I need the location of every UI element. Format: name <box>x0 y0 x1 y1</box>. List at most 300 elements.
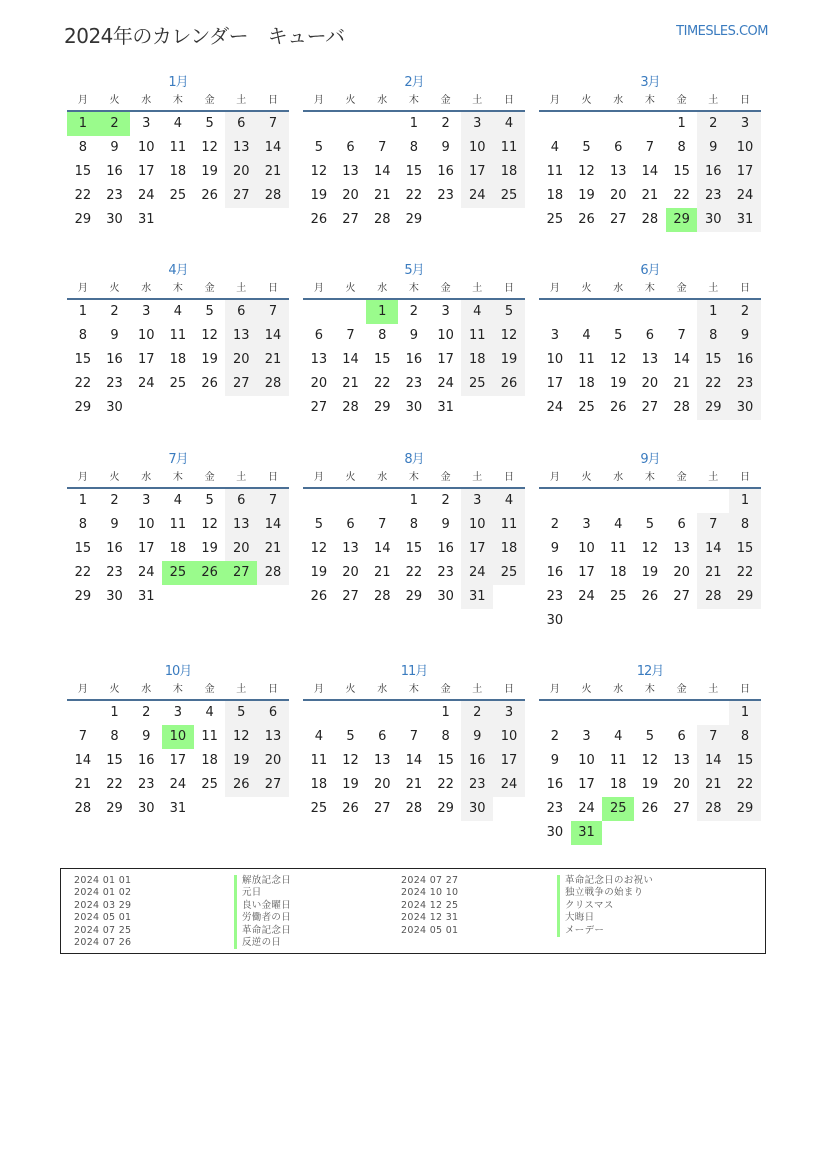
day-cell: 21 <box>697 773 729 797</box>
weekday-label: 水 <box>613 283 624 294</box>
day-cell: 23 <box>106 376 123 391</box>
weekday-label: 水 <box>377 472 388 483</box>
day-cell: 24 <box>546 400 564 415</box>
weekday-header <box>303 469 525 489</box>
day-cell: 8 <box>78 140 87 155</box>
holiday-date: 2024 12 31 <box>401 912 459 924</box>
day-cell: 5 <box>493 300 525 324</box>
day-cell: 11 <box>609 753 627 768</box>
day-cell: 20 <box>310 376 328 391</box>
empty-cell <box>303 489 335 513</box>
empty-cell <box>335 701 367 725</box>
day-cell: 2 <box>441 116 450 131</box>
day-cell: 11 <box>310 753 328 768</box>
day-cell: 4 <box>614 517 623 532</box>
weekday-label: 月 <box>313 472 324 483</box>
month-11 <box>303 663 525 821</box>
day-cell: 20 <box>342 188 359 203</box>
month-title: 11月 <box>400 664 428 679</box>
month-title: 10月 <box>164 664 192 679</box>
day-cell: 17 <box>493 749 525 773</box>
empty-cell <box>303 300 335 324</box>
day-cell-holiday: 2 <box>99 112 131 136</box>
weekday-label: 金 <box>440 95 451 106</box>
weekday-label: 土 <box>708 472 719 483</box>
day-cell: 30 <box>106 400 123 415</box>
day-cell: 9 <box>409 328 419 343</box>
day-cell: 17 <box>578 777 595 792</box>
weekday-label: 水 <box>377 283 388 294</box>
weekday-header <box>539 469 761 489</box>
empty-cell <box>335 300 367 324</box>
day-cell: 15 <box>729 749 761 773</box>
weekday-label: 土 <box>708 283 719 294</box>
weekday-label: 木 <box>172 95 183 106</box>
day-cell: 27 <box>641 400 659 415</box>
day-cell: 21 <box>373 565 391 580</box>
month-2 <box>303 74 525 232</box>
day-cell: 16 <box>437 164 454 179</box>
day-cell: 4 <box>582 328 591 343</box>
day-cell: 4 <box>173 304 183 319</box>
day-cell: 12 <box>201 140 218 155</box>
day-cell: 10 <box>546 352 564 367</box>
day-cell: 2 <box>729 300 761 324</box>
day-cell: 22 <box>697 372 729 396</box>
day-cell: 28 <box>257 561 289 585</box>
day-cell: 22 <box>106 777 123 792</box>
day-cell: 4 <box>173 493 183 508</box>
empty-cell <box>67 701 99 725</box>
day-cell: 2 <box>461 701 493 725</box>
empty-cell <box>335 112 367 136</box>
weekday-label: 月 <box>313 283 324 294</box>
weekday-label: 木 <box>644 472 655 483</box>
day-cell: 23 <box>137 777 155 792</box>
day-cell: 23 <box>697 184 729 208</box>
day-cell: 26 <box>578 212 595 227</box>
holiday-name: 大晦日 <box>557 912 653 924</box>
day-cell: 4 <box>614 729 623 744</box>
weekday-label: 水 <box>141 472 152 483</box>
weekday-label: 日 <box>267 472 278 483</box>
day-cell: 20 <box>641 376 659 391</box>
day-cell: 24 <box>137 565 155 580</box>
day-cell: 27 <box>225 184 257 208</box>
day-cell: 30 <box>106 212 123 227</box>
empty-cell <box>571 489 603 513</box>
holiday-date: 2024 12 25 <box>401 899 459 911</box>
day-cell: 22 <box>405 188 423 203</box>
weekday-label: 水 <box>141 95 152 106</box>
empty-cell <box>303 701 335 725</box>
day-cell: 25 <box>169 188 187 203</box>
day-cell: 20 <box>373 777 391 792</box>
weekday-label: 月 <box>549 283 560 294</box>
day-cell: 14 <box>373 164 391 179</box>
day-cell: 27 <box>310 400 328 415</box>
day-cell: 12 <box>310 541 328 556</box>
weekday-header <box>67 280 289 300</box>
day-cell: 9 <box>729 324 761 348</box>
day-cell: 29 <box>697 396 729 420</box>
day-cell: 25 <box>493 561 525 585</box>
day-cell: 8 <box>729 725 761 749</box>
day-cell-holiday: 25 <box>162 561 194 585</box>
day-cell-holiday: 1 <box>366 300 398 324</box>
day-cell: 17 <box>578 565 595 580</box>
day-cell: 14 <box>697 749 729 773</box>
empty-cell <box>634 701 666 725</box>
weekday-label: 金 <box>440 684 451 695</box>
weekday-label: 月 <box>313 95 324 106</box>
day-cell: 2 <box>441 493 450 508</box>
day-cell: 5 <box>582 140 591 155</box>
weekday-label: 火 <box>109 95 120 106</box>
day-cell: 1 <box>697 300 729 324</box>
holiday-date: 2024 01 02 <box>74 887 132 899</box>
day-grid <box>539 300 761 420</box>
day-cell: 9 <box>110 517 119 532</box>
day-cell: 8 <box>378 328 387 343</box>
day-cell: 13 <box>225 136 257 160</box>
day-cell: 13 <box>342 164 359 179</box>
day-cell: 7 <box>645 140 655 155</box>
day-cell: 16 <box>546 565 564 580</box>
weekday-label: 木 <box>172 283 183 294</box>
holiday-date: 2024 03 29 <box>74 899 132 911</box>
day-cell: 20 <box>342 565 359 580</box>
empty-cell <box>539 300 571 324</box>
holiday-name: 独立戦争の始まり <box>557 887 653 899</box>
weekday-header <box>303 681 525 701</box>
day-cell: 28 <box>697 797 729 821</box>
day-cell: 26 <box>201 188 218 203</box>
day-cell: 30 <box>137 801 155 816</box>
weekday-label: 金 <box>440 472 451 483</box>
empty-cell <box>398 701 430 725</box>
day-cell: 26 <box>310 212 328 227</box>
day-cell: 14 <box>257 324 289 348</box>
day-cell: 9 <box>142 729 151 744</box>
day-cell: 4 <box>550 140 559 155</box>
day-cell: 18 <box>310 777 328 792</box>
weekday-label: 火 <box>345 684 356 695</box>
day-cell: 22 <box>74 188 92 203</box>
day-cell: 29 <box>405 212 423 227</box>
day-cell: 17 <box>137 164 155 179</box>
day-cell: 28 <box>342 400 359 415</box>
day-cell: 18 <box>493 537 525 561</box>
day-cell: 7 <box>677 328 686 343</box>
weekday-label: 木 <box>644 684 655 695</box>
weekday-label: 月 <box>77 684 88 695</box>
day-cell: 29 <box>74 400 92 415</box>
day-cell: 19 <box>201 541 218 556</box>
day-cell: 15 <box>74 541 92 556</box>
empty-cell <box>666 300 698 324</box>
day-cell: 6 <box>225 489 257 513</box>
day-cell: 11 <box>169 140 187 155</box>
weekday-header <box>539 280 761 300</box>
day-cell: 6 <box>346 517 355 532</box>
day-cell: 13 <box>225 513 257 537</box>
weekday-label: 金 <box>676 283 687 294</box>
day-cell: 18 <box>169 352 187 367</box>
weekday-label: 土 <box>236 684 247 695</box>
weekday-label: 土 <box>472 472 483 483</box>
day-cell: 9 <box>441 140 450 155</box>
month-7 <box>67 451 289 609</box>
day-cell: 31 <box>137 212 155 227</box>
weekday-label: 日 <box>503 684 514 695</box>
day-cell: 21 <box>673 376 690 391</box>
day-cell: 14 <box>405 753 423 768</box>
day-cell: 21 <box>373 188 391 203</box>
day-cell: 12 <box>578 164 595 179</box>
empty-cell <box>571 701 603 725</box>
day-cell: 11 <box>609 541 627 556</box>
day-cell: 3 <box>582 729 591 744</box>
empty-cell <box>571 112 603 136</box>
day-cell: 6 <box>225 112 257 136</box>
day-cell: 3 <box>729 112 761 136</box>
month-title: 4月 <box>168 263 188 278</box>
holiday-date: 2024 05 01 <box>74 912 132 924</box>
weekday-label: 日 <box>739 684 750 695</box>
day-grid <box>539 701 761 845</box>
day-cell: 12 <box>342 753 359 768</box>
day-cell: 7 <box>409 729 419 744</box>
day-cell: 12 <box>641 541 659 556</box>
day-cell: 2 <box>110 304 119 319</box>
weekday-label: 火 <box>345 283 356 294</box>
day-cell: 1 <box>409 493 419 508</box>
day-cell: 8 <box>110 729 119 744</box>
day-cell: 2 <box>697 112 729 136</box>
day-cell: 13 <box>673 541 690 556</box>
day-cell: 1 <box>78 304 87 319</box>
day-cell: 13 <box>225 324 257 348</box>
day-cell: 17 <box>729 160 761 184</box>
day-cell: 24 <box>578 801 595 816</box>
day-cell: 22 <box>673 188 690 203</box>
day-cell: 31 <box>437 400 454 415</box>
day-cell: 21 <box>257 537 289 561</box>
day-cell: 14 <box>373 541 391 556</box>
day-cell: 14 <box>74 753 92 768</box>
day-cell: 15 <box>373 352 391 367</box>
day-cell: 27 <box>342 589 359 604</box>
day-cell: 4 <box>493 489 525 513</box>
day-cell-holiday: 26 <box>194 561 226 585</box>
day-cell: 30 <box>546 825 564 840</box>
day-cell: 19 <box>310 188 328 203</box>
day-cell: 29 <box>106 801 123 816</box>
holiday-names-left <box>234 875 291 949</box>
day-cell: 8 <box>409 140 419 155</box>
day-cell: 26 <box>641 801 659 816</box>
weekday-label: 水 <box>377 95 388 106</box>
day-cell: 24 <box>729 184 761 208</box>
day-cell: 6 <box>257 701 289 725</box>
day-cell: 25 <box>493 184 525 208</box>
day-cell: 28 <box>673 400 690 415</box>
empty-cell <box>602 300 634 324</box>
day-cell: 25 <box>546 212 564 227</box>
day-cell: 24 <box>437 376 454 391</box>
day-cell: 24 <box>137 188 155 203</box>
weekday-label: 日 <box>739 283 750 294</box>
day-cell: 10 <box>137 517 155 532</box>
day-cell: 22 <box>437 777 454 792</box>
day-cell: 19 <box>225 749 257 773</box>
day-cell-holiday: 25 <box>602 797 634 821</box>
day-cell: 4 <box>493 112 525 136</box>
day-cell: 14 <box>257 136 289 160</box>
day-cell: 3 <box>441 304 450 319</box>
holiday-date: 2024 05 01 <box>401 924 459 936</box>
day-cell: 21 <box>74 777 92 792</box>
day-cell: 26 <box>493 372 525 396</box>
day-cell: 17 <box>437 352 454 367</box>
weekday-label: 月 <box>549 472 560 483</box>
day-cell: 9 <box>461 725 493 749</box>
month-title: 2月 <box>404 75 424 90</box>
day-cell: 22 <box>729 561 761 585</box>
day-cell: 27 <box>673 801 690 816</box>
page-title: 2024年のカレンダー キューバ <box>64 24 345 48</box>
month-title: 12月 <box>636 664 664 679</box>
day-cell: 3 <box>582 517 591 532</box>
weekday-label: 日 <box>267 283 278 294</box>
day-cell: 18 <box>609 777 627 792</box>
day-cell: 5 <box>645 729 655 744</box>
day-cell: 28 <box>373 212 391 227</box>
day-cell: 14 <box>673 352 690 367</box>
day-cell: 10 <box>493 725 525 749</box>
day-cell: 29 <box>729 585 761 609</box>
day-cell: 21 <box>342 376 359 391</box>
day-cell: 5 <box>314 517 323 532</box>
day-cell: 6 <box>677 729 686 744</box>
day-cell: 16 <box>106 352 123 367</box>
weekday-label: 木 <box>644 95 655 106</box>
day-cell: 3 <box>142 116 151 131</box>
day-cell: 27 <box>609 212 627 227</box>
weekday-label: 水 <box>613 472 624 483</box>
weekday-header <box>67 92 289 112</box>
month-title: 1月 <box>168 75 188 90</box>
day-cell: 5 <box>205 116 214 131</box>
day-cell: 5 <box>314 140 323 155</box>
day-cell: 1 <box>677 116 686 131</box>
weekday-label: 日 <box>503 283 514 294</box>
day-cell: 20 <box>673 777 690 792</box>
day-cell: 10 <box>437 328 454 343</box>
day-cell: 30 <box>697 208 729 232</box>
day-cell: 7 <box>346 328 355 343</box>
day-cell: 16 <box>546 777 564 792</box>
day-cell: 4 <box>314 729 323 744</box>
weekday-header <box>67 469 289 489</box>
day-cell: 27 <box>673 589 690 604</box>
day-cell: 10 <box>578 753 595 768</box>
weekday-label: 火 <box>581 283 592 294</box>
weekday-label: 火 <box>581 95 592 106</box>
day-cell: 11 <box>578 352 595 367</box>
weekday-label: 木 <box>408 684 419 695</box>
day-cell: 28 <box>697 585 729 609</box>
holiday-name: 反逆の日 <box>234 937 291 949</box>
day-cell: 11 <box>546 164 564 179</box>
day-cell: 8 <box>677 140 686 155</box>
empty-cell <box>602 112 634 136</box>
day-cell: 20 <box>225 537 257 561</box>
day-cell: 25 <box>578 400 595 415</box>
day-cell: 13 <box>673 753 690 768</box>
empty-cell <box>366 112 398 136</box>
day-cell: 19 <box>641 565 659 580</box>
weekday-label: 金 <box>204 283 215 294</box>
day-cell: 16 <box>697 160 729 184</box>
weekday-label: 水 <box>141 684 152 695</box>
day-cell: 13 <box>609 164 627 179</box>
day-cell: 7 <box>257 489 289 513</box>
day-cell: 15 <box>405 541 423 556</box>
weekday-label: 月 <box>77 283 88 294</box>
day-cell: 20 <box>609 188 627 203</box>
day-cell: 26 <box>310 589 328 604</box>
weekday-label: 火 <box>109 472 120 483</box>
day-cell: 19 <box>201 164 218 179</box>
day-cell: 10 <box>729 136 761 160</box>
day-cell: 28 <box>257 372 289 396</box>
day-cell: 2 <box>409 304 419 319</box>
day-cell: 28 <box>405 801 423 816</box>
day-cell: 10 <box>461 136 493 160</box>
day-cell: 31 <box>461 585 493 609</box>
day-cell: 1 <box>409 116 419 131</box>
weekday-label: 土 <box>236 283 247 294</box>
day-cell: 4 <box>173 116 183 131</box>
day-cell: 10 <box>578 541 595 556</box>
day-cell: 16 <box>437 541 454 556</box>
day-cell-holiday: 10 <box>162 725 194 749</box>
site-brand-link[interactable]: TIMESLES.COM <box>676 24 768 39</box>
day-cell: 19 <box>201 352 218 367</box>
day-cell: 27 <box>225 372 257 396</box>
day-cell: 25 <box>169 376 187 391</box>
day-cell: 25 <box>609 589 627 604</box>
day-cell: 19 <box>609 376 627 391</box>
holiday-names-right <box>557 875 653 937</box>
day-cell: 27 <box>342 212 359 227</box>
day-cell: 30 <box>405 400 423 415</box>
weekday-label: 日 <box>267 684 278 695</box>
day-cell: 12 <box>201 517 218 532</box>
weekday-label: 火 <box>581 472 592 483</box>
day-cell: 7 <box>378 517 387 532</box>
day-cell: 23 <box>546 801 564 816</box>
day-cell: 26 <box>201 376 218 391</box>
day-cell: 28 <box>373 589 391 604</box>
day-cell: 21 <box>697 561 729 585</box>
day-cell: 2 <box>110 493 119 508</box>
day-cell: 18 <box>546 188 564 203</box>
day-cell: 25 <box>310 801 328 816</box>
month-1 <box>67 74 289 232</box>
